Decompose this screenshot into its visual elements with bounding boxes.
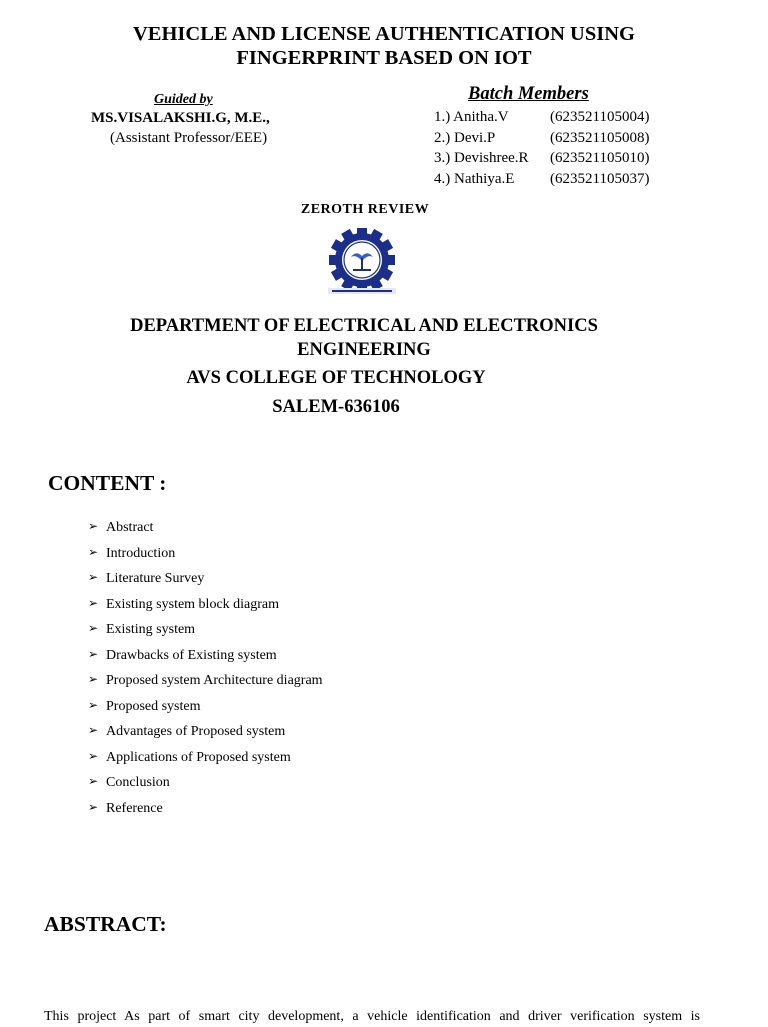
abstract-heading: ABSTRACT: <box>44 912 167 936</box>
list-item <box>88 542 323 568</box>
member-id: (623521105004) <box>550 109 650 125</box>
member-id: (623521105037) <box>550 170 650 187</box>
member-row <box>434 107 649 128</box>
arrow-bullet-icon: ➢ <box>88 544 99 559</box>
arrow-bullet-icon: ➢ <box>88 672 99 686</box>
member-name: 4.) Nathiya.E <box>434 170 515 187</box>
list-item <box>88 593 323 619</box>
list-item-label: Literature Survey <box>106 571 205 586</box>
arrow-bullet-icon: ➢ <box>88 748 99 763</box>
member-id: (623521105010) <box>550 150 650 166</box>
title-line-2: FINGERPRINT BASED ON IOT <box>236 47 532 69</box>
list-item <box>88 720 323 746</box>
member-name: 2.) Devi.P <box>434 129 496 146</box>
guide-role: (Assistant Professor/EEE) <box>110 130 268 146</box>
arrow-bullet-icon: ➢ <box>88 621 99 635</box>
list-item-label: Existing system <box>106 622 196 637</box>
list-item <box>88 797 323 823</box>
batch-members-label: Batch Members <box>468 84 589 104</box>
review-label: ZEROTH REVIEW <box>300 202 430 217</box>
arrow-bullet-icon: ➢ <box>88 519 99 533</box>
list-item <box>88 669 323 695</box>
list-item <box>88 746 323 772</box>
member-id: (623521105008) <box>550 129 650 146</box>
arrow-bullet-icon: ➢ <box>88 774 99 788</box>
list-item <box>88 695 323 721</box>
list-item-label: Proposed system <box>106 698 201 714</box>
arrow-bullet-icon: ➢ <box>88 723 99 737</box>
department-name <box>0 314 728 362</box>
list-item <box>88 516 323 542</box>
guide-name: MS.VISALAKSHI.G, M.E., <box>91 110 270 126</box>
member-row <box>434 148 649 169</box>
list-item-label: Abstract <box>106 520 154 535</box>
document-title <box>0 22 768 70</box>
contents-list <box>88 516 323 822</box>
department-line-2: ENGINEERING <box>297 340 431 360</box>
list-item-label: Introduction <box>106 545 176 561</box>
list-item-label: Applications of Proposed system <box>106 749 291 765</box>
list-item <box>88 567 323 593</box>
list-item <box>88 771 323 797</box>
college-name: AVS COLLEGE OF TECHNOLOGY <box>186 368 486 388</box>
member-row <box>434 128 649 149</box>
abstract-text: This project As part of smart city development, a vehicle identification and driver verification system is <box>44 1009 700 1024</box>
batch-members-list <box>434 107 649 189</box>
arrow-bullet-icon: ➢ <box>88 799 99 814</box>
member-name: 3.) Devishree.R <box>434 150 529 166</box>
arrow-bullet-icon: ➢ <box>88 697 99 712</box>
member-row <box>434 169 649 190</box>
title-line-1: VEHICLE AND LICENSE AUTHENTICATION USING <box>133 23 635 45</box>
college-gear-logo-icon <box>322 228 402 296</box>
guided-by-label: Guided by <box>154 92 213 107</box>
list-item-label: Advantages of Proposed system <box>106 724 286 739</box>
list-item-label: Drawbacks of Existing system <box>106 647 277 663</box>
list-item-label: Reference <box>106 800 163 816</box>
arrow-bullet-icon: ➢ <box>88 646 99 661</box>
list-item <box>88 644 323 670</box>
list-item-label: Existing system block diagram <box>106 596 280 612</box>
member-name: 1.) Anitha.V <box>434 109 509 125</box>
arrow-bullet-icon: ➢ <box>88 595 99 610</box>
department-line-1: DEPARTMENT OF ELECTRICAL AND ELECTRONICS <box>130 316 598 336</box>
list-item-label: Proposed system Architecture diagram <box>106 673 323 688</box>
list-item <box>88 618 323 644</box>
college-city: SALEM-636106 <box>272 397 400 417</box>
content-heading: CONTENT : <box>48 471 167 495</box>
arrow-bullet-icon: ➢ <box>88 570 99 584</box>
list-item-label: Conclusion <box>106 775 170 790</box>
